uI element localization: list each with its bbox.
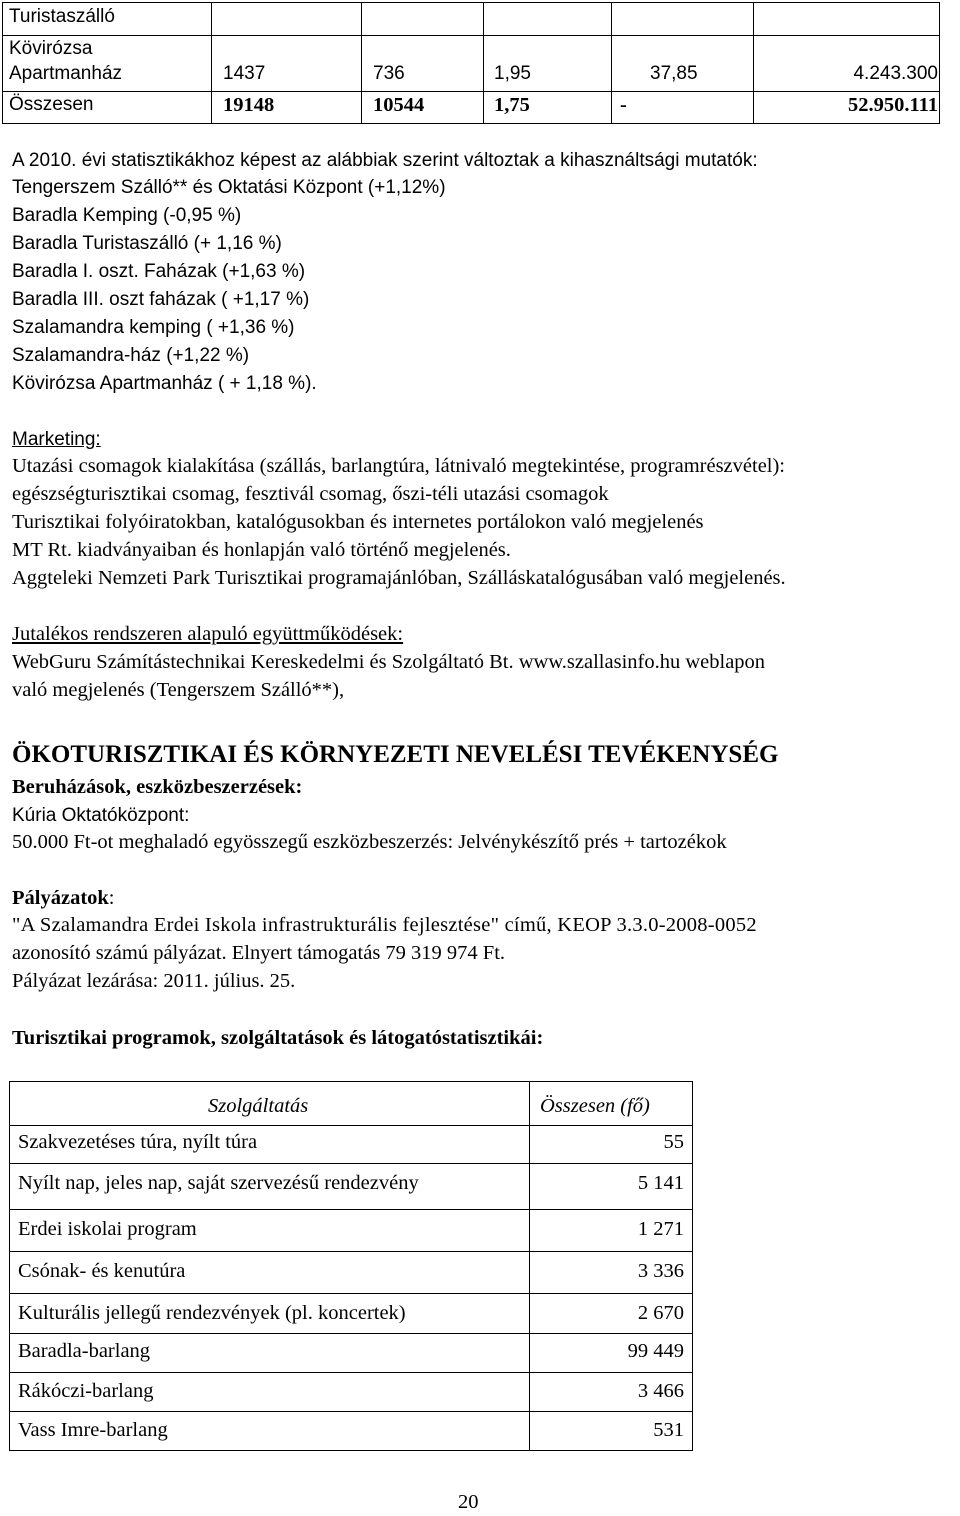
table-cell: 10544 [373, 94, 425, 116]
tender-line: azonosító számú pályázat. Elnyert támogatás 79 319 974 Ft. [12, 942, 506, 964]
tender-line: "A Szalamandra Erdei Iskola infrastrukturális fejlesztése" című, KEOP 3.3.0-2008-0052 [12, 914, 757, 936]
service-total: 2 670 [637, 1302, 684, 1324]
table-cell-name: Turistaszálló [9, 6, 115, 27]
table-cell: - [620, 94, 627, 116]
commission-line: való megjelenés (Tengerszem Szálló**), [12, 679, 345, 701]
service-total: 5 141 [637, 1172, 684, 1194]
occupancy-table [2, 2, 940, 124]
table-row [10, 1209, 692, 1251]
commission-line: WebGuru Számítástechnikai Kereskedelmi és Szolgáltató Bt. www.szallasinfo.hu weblapon [12, 651, 766, 673]
service-total: 3 466 [637, 1380, 684, 1402]
service-total: 3 336 [637, 1260, 684, 1282]
table-header-row [10, 1082, 692, 1125]
stats-item: Baradla I. oszt. Faházak (+1,63 %) [12, 261, 306, 282]
invest-heading: Beruházások, eszközbeszerzések: [12, 776, 303, 798]
table-divider [211, 2, 212, 124]
table-cell: 1437 [223, 63, 266, 84]
section-title: ÖKOTURISZTIKAI ÉS KÖRNYEZETI NEVELÉSI TEVÉKENYSÉG [12, 741, 779, 768]
tender-line: Pályázat lezárása: 2011. július. 25. [12, 970, 296, 992]
table-divider [611, 2, 612, 124]
service-name: Szakvezetéses túra, nyílt túra [18, 1131, 258, 1153]
table-cell: 4.243.300 [853, 63, 938, 84]
programs-heading: Turisztikai programok, szolgáltatások és látogatóstatisztikái: [12, 1027, 544, 1049]
page-number: 20 [458, 1491, 479, 1513]
tender-heading-bold: Pályázatok [12, 887, 109, 909]
stats-item: Tengerszem Szálló** és Oktatási Központ (+1,12%) [12, 177, 446, 198]
purchase-line: 50.000 Ft-ot meghaladó egyösszegű eszközbeszerzés: Jelvénykészítő prés + tartozékok [12, 831, 727, 853]
table-divider [2, 91, 940, 92]
table-cell: 1,75 [494, 94, 530, 116]
service-total: 531 [653, 1419, 684, 1441]
table-cell-name: Összesen [9, 94, 94, 115]
table-cell: 19148 [223, 94, 275, 116]
marketing-line: Utazási csomagok kialakítása (szállás, barlangtúra, látnivaló megtekintése, programrészvétel): [12, 455, 786, 477]
stats-item: Szalamandra-ház (+1,22 %) [12, 345, 250, 366]
table-row [10, 1163, 692, 1209]
marketing-line: Aggteleki Nemzeti Park Turisztikai programajánlóban, Szálláskatalógusában való megjelenés. [12, 567, 786, 589]
service-name: Kulturális jellegű rendezvények (pl. koncertek) [18, 1302, 406, 1324]
stats-item: Baradla Turistaszálló (+ 1,16 %) [12, 233, 282, 254]
tender-heading-colon: : [108, 887, 115, 909]
stats-item: Kövirózsa Apartmanház ( + 1,18 %). [12, 373, 317, 394]
marketing-heading: Marketing: [12, 429, 101, 450]
table-divider [361, 2, 362, 124]
marketing-line: MT Rt. kiadványaiban és honlapján való történő megjelenés. [12, 539, 511, 561]
table-row [10, 1333, 692, 1372]
table-row [10, 1251, 692, 1293]
stats-intro: A 2010. évi statisztikákhoz képest az alábbiak szerint változtak a kihasználtsági mutatók: [12, 150, 758, 171]
stats-item: Szalamandra kemping ( +1,36 %) [12, 317, 295, 338]
marketing-line: Turisztikai folyóiratokban, katalógusokban és internetes portálokon való megjelenés [12, 511, 704, 533]
table-cell: 1,95 [494, 63, 531, 84]
table-cell: 52.950.111 [848, 94, 938, 116]
service-name: Csónak- és kenutúra [18, 1260, 186, 1282]
tender-heading [12, 885, 115, 912]
stats-item: Baradla III. oszt faházak ( +1,17 %) [12, 289, 310, 310]
table-row [10, 1293, 692, 1333]
service-name: Erdei iskolai program [18, 1218, 197, 1240]
table-cell-name: Kövirózsa [9, 38, 93, 59]
table-row [10, 1411, 692, 1450]
table-divider [753, 2, 754, 124]
programs-table [9, 1081, 693, 1451]
table-cell: 37,85 [650, 63, 698, 84]
marketing-line: egészségturisztikai csomag, fesztivál csomag, őszi-téli utazási csomagok [12, 483, 609, 505]
service-name: Rákóczi-barlang [18, 1380, 154, 1402]
service-name: Baradla-barlang [18, 1340, 151, 1362]
table-cell: 736 [373, 63, 405, 84]
kuria-label: Kúria Oktatóközpont: [12, 805, 190, 826]
table-border [2, 2, 940, 124]
table-divider [483, 2, 484, 124]
stats-item: Baradla Kemping (-0,95 %) [12, 205, 242, 226]
service-total: 99 449 [627, 1340, 684, 1362]
service-name: Nyílt nap, jeles nap, saját szervezésű rendezvény [18, 1172, 419, 1194]
service-total: 1 271 [637, 1218, 684, 1240]
commission-heading: Jutalékos rendszeren alapuló együttműködések: [12, 623, 404, 645]
col-header-total: Összesen (fő) [540, 1095, 650, 1117]
table-divider [2, 35, 940, 36]
service-total: 55 [663, 1131, 684, 1153]
table-row [10, 1125, 692, 1163]
table-cell-name: Apartmanház [9, 63, 123, 84]
col-header-service: Szolgáltatás [208, 1095, 309, 1117]
table-row [10, 1372, 692, 1411]
service-name: Vass Imre-barlang [18, 1419, 168, 1441]
